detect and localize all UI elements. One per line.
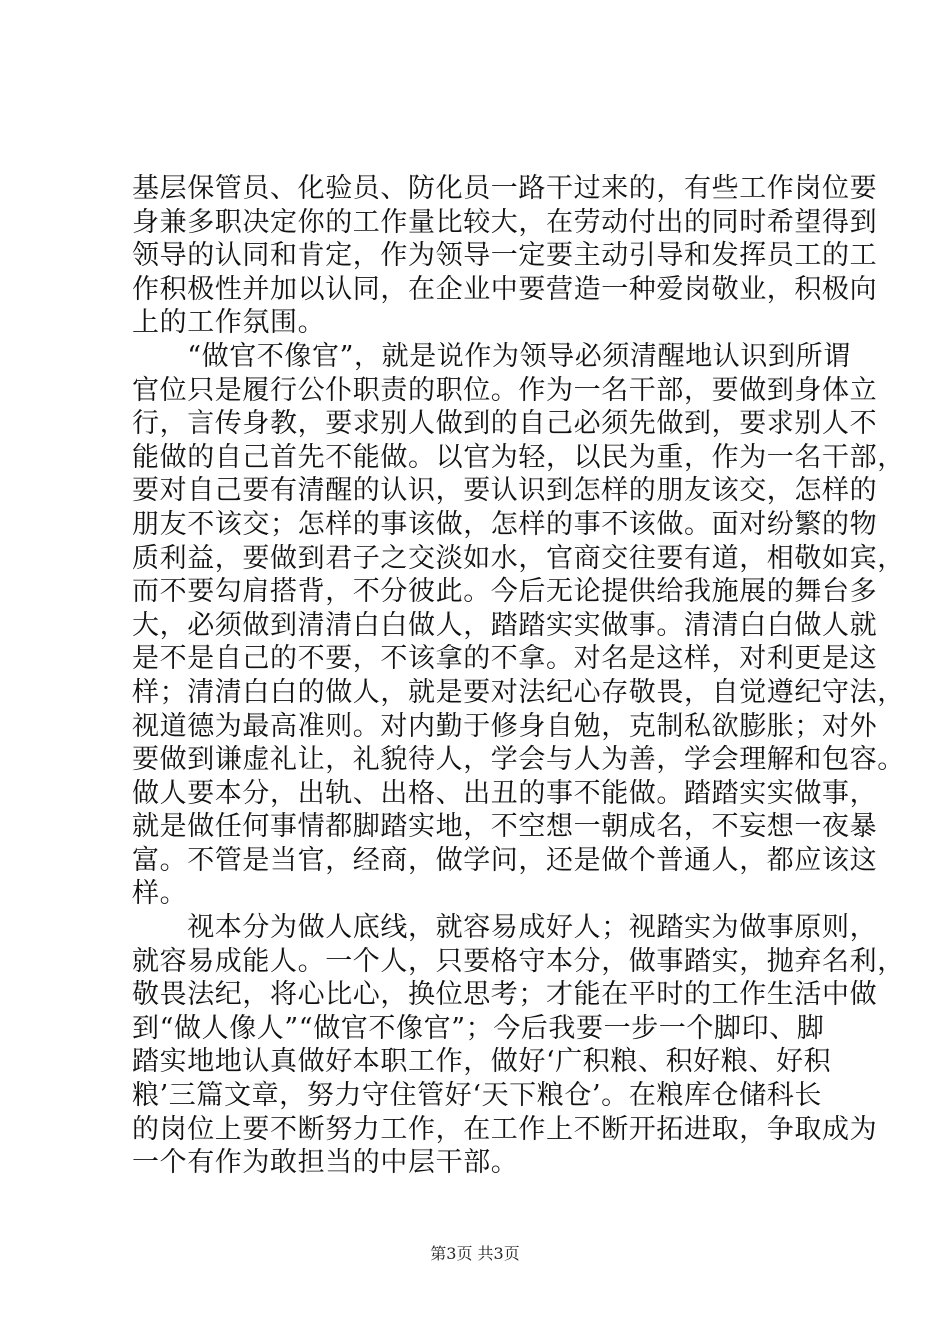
text-line: 敬畏法纪，将心比心，换位思考；才能在平时的工作生活中做 — [132, 979, 878, 1011]
text-line: 就容易成能人。一个人，只要格守本分，做事踏实，抛弃名利， — [132, 945, 905, 977]
text-line: 质利益，要做到君子之交淡如水，官商交往要有道，相敬如宾， — [132, 542, 905, 574]
text-line: 要对自己要有清醒的认识，要认识到怎样的朋友该交，怎样的 — [132, 475, 878, 507]
text-line: 样；清清白白的做人，就是要对法纪心存敬畏，自觉遵纪守法， — [132, 676, 905, 708]
text-line: 踏实地地认真做好本职工作，做好‘广积粮、积好粮、好积 — [132, 1046, 832, 1078]
text-line: 而不要勾肩搭背，不分彼此。今后无论提供给我施展的舞台多 — [132, 576, 878, 608]
text-line: 作积极性并加以认同，在企业中要营造一种爱岗敬业，积极向 — [132, 273, 878, 305]
text-line: 视道德为最高准则。对内勤于修身自勉，克制私欲膨胀；对外 — [132, 710, 878, 742]
text-line: 官位只是履行公仆职责的职位。作为一名干部，要做到身体立 — [132, 374, 878, 406]
text-line: 领导的认同和肯定，作为领导一定要主动引导和发挥员工的工 — [132, 240, 878, 272]
text-line: “做官不像官”，就是说作为领导必须清醒地认识到所谓 — [132, 340, 851, 372]
text-line: 做人要本分，出轨、出格、出丑的事不能做。踏踏实实做事， — [132, 777, 878, 809]
text-line: 到“做人像人”“做官不像官”；今后我要一步一个脚印、脚 — [132, 1012, 825, 1044]
page-number: 第3页 共3页 — [430, 1244, 520, 1263]
text-line: 身兼多职决定你的工作量比较大，在劳动付出的同时希望得到 — [132, 206, 878, 238]
text-line: 行，言传身教，要求别人做到的自己必须先做到，要求别人不 — [132, 408, 878, 440]
document-body — [132, 172, 905, 1180]
text-line: 大，必须做到清清白白做人，踏踏实实做事。清清白白做人就 — [132, 609, 878, 641]
text-line: 样。 — [132, 878, 188, 910]
text-line: 基层保管员、化验员、防化员一路干过来的，有些工作岗位要 — [132, 173, 878, 204]
text-line: 上的工作氛围。 — [132, 307, 326, 339]
page-footer — [0, 1244, 950, 1264]
text-line: 是不是自己的不要，不该拿的不拿。对名是这样，对利更是这 — [132, 643, 878, 675]
text-line: 就是做任何事情都脚踏实地，不空想一朝成名，不妄想一夜暴 — [132, 811, 878, 843]
text-line: 视本分为做人底线，就容易成好人；视踏实为做事原则， — [132, 912, 878, 944]
text-line: 富。不管是当官，经商，做学问，还是做个普通人，都应该这 — [132, 844, 878, 876]
text-line: 要做到谦虚礼让，礼貌待人，学会与人为善，学会理解和包容。 — [132, 744, 905, 776]
text-line: 的岗位上要不断努力工作，在工作上不断开拓进取，争取成为 — [132, 1113, 878, 1145]
text-line: 朋友不该交；怎样的事该做，怎样的事不该做。面对纷繁的物 — [132, 508, 878, 540]
text-line: 能做的自己首先不能做。以官为轻，以民为重，作为一名干部， — [132, 441, 905, 473]
text-line: 粮’三篇文章，努力守住管好‘天下粮仓’。在粮库仓储科长 — [132, 1080, 822, 1112]
text-line: 一个有作为敢担当的中层干部。 — [132, 1147, 519, 1179]
